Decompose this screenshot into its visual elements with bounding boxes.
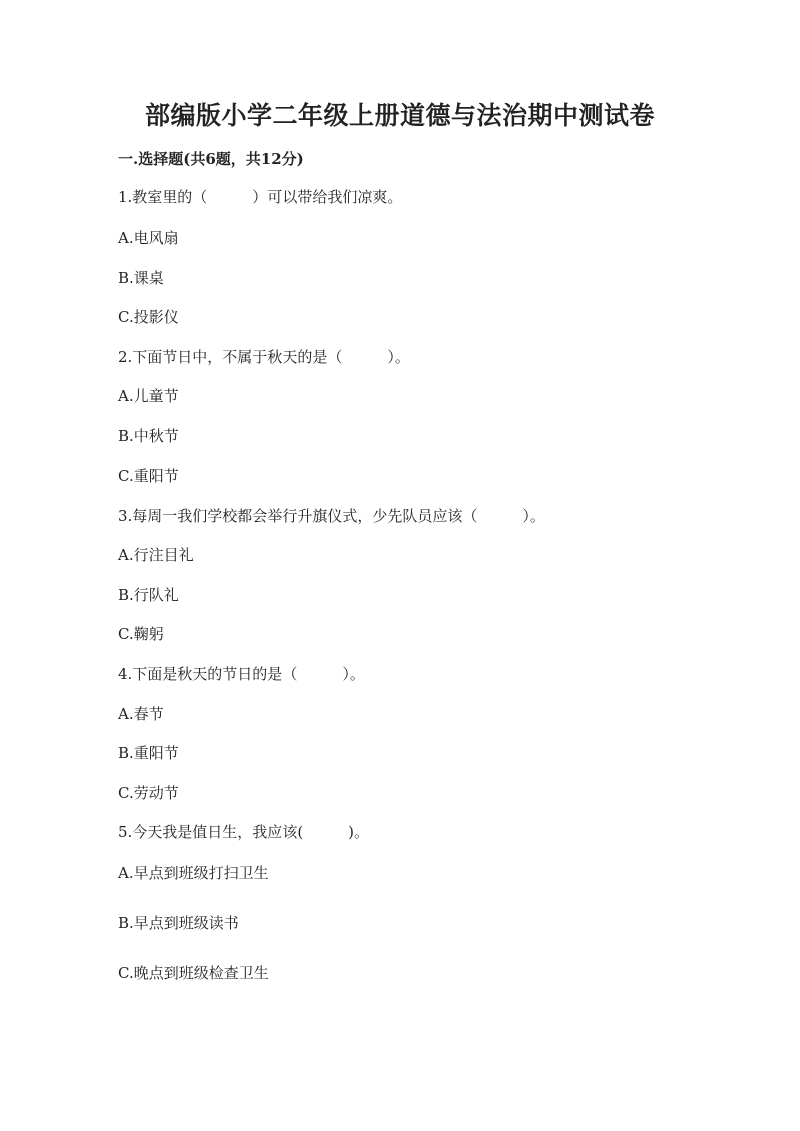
question-stem: 3.每周一我们学校都会举行升旗仪式，少先队员应该（ ）。 [118, 507, 545, 525]
option-a: A.儿童节 [118, 387, 179, 405]
option-c: C.重阳节 [118, 467, 179, 485]
option-c: C.投影仪 [118, 308, 179, 326]
option-b: B.早点到班级读书 [118, 914, 239, 932]
option-b: B.重阳节 [118, 744, 179, 762]
page-title: 部编版小学二年级上册道德与法治期中测试卷 [144, 101, 655, 130]
question-stem: 1.教室里的（ ）可以带给我们凉爽。 [118, 188, 403, 206]
question-stem: 2.下面节日中，不属于秋天的是（ ）。 [118, 348, 410, 366]
section-title: 一.选择题(共6题，共12分) [118, 150, 304, 168]
option-b: B.行队礼 [118, 586, 179, 604]
option-a: A.春节 [118, 705, 164, 723]
option-a: A.电风扇 [118, 229, 179, 247]
option-c: C.劳动节 [118, 784, 179, 802]
option-c: C.晚点到班级检查卫生 [118, 964, 269, 982]
option-a: A.行注目礼 [118, 546, 194, 564]
option-b: B.课桌 [118, 269, 164, 287]
question-stem: 4.下面是秋天的节日的是（ ）。 [118, 665, 365, 683]
option-c: C.鞠躬 [118, 625, 164, 643]
question-stem: 5.今天我是值日生，我应该( )。 [118, 823, 370, 841]
option-a: A.早点到班级打扫卫生 [118, 864, 269, 882]
option-b: B.中秋节 [118, 427, 179, 445]
